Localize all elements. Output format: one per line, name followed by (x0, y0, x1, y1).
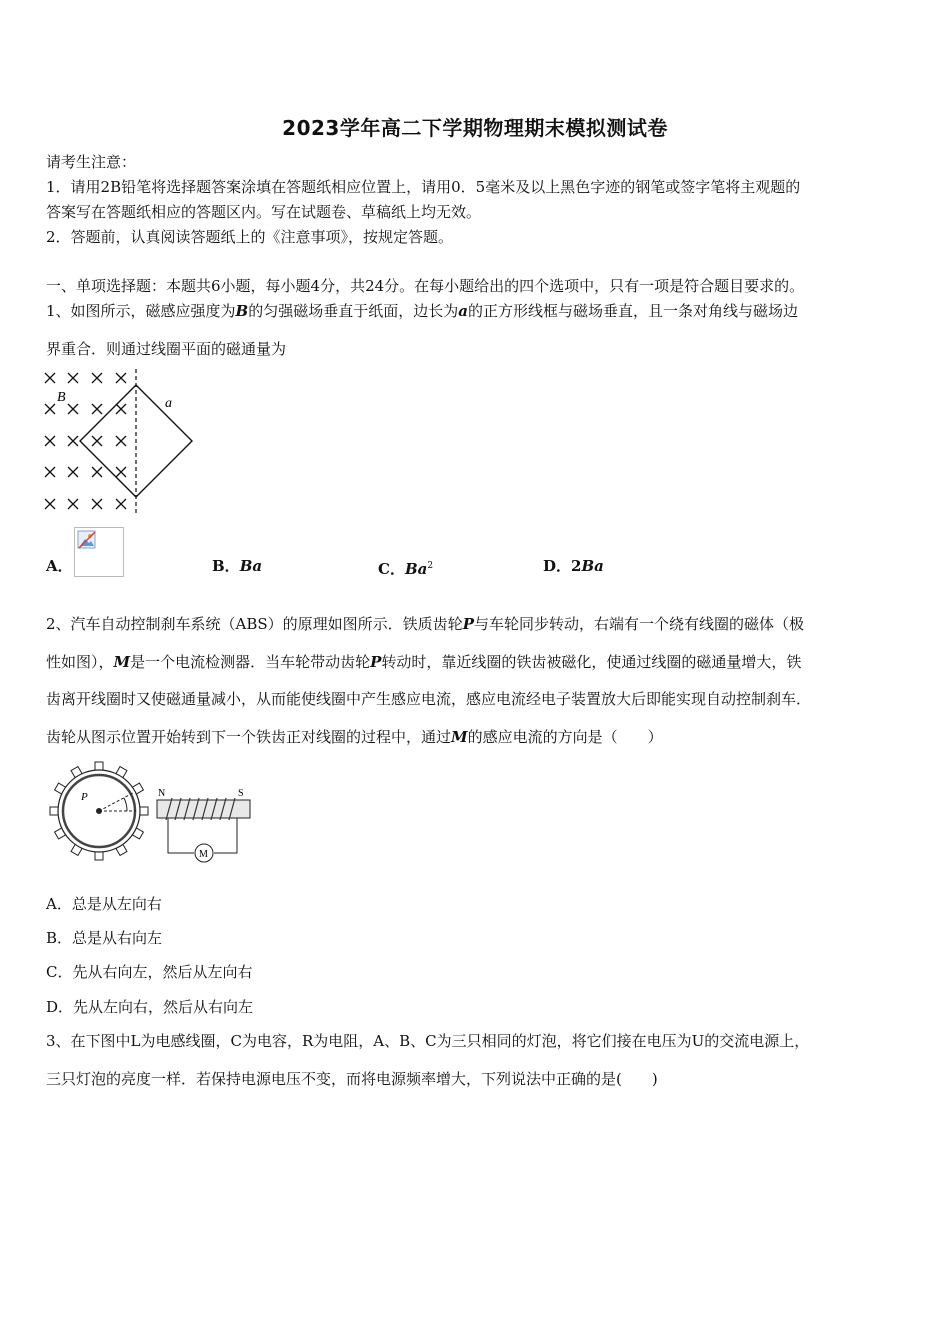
q1-stem-line-1 (46, 301, 798, 321)
field-cross (45, 404, 55, 414)
q2-option-d-text: D．先从左向右，然后从右向左 (46, 998, 254, 1016)
figure-label-a: a (165, 396, 172, 411)
q2-text: 2、汽车自动控制刹车系统（ABS）的原理如图所示．铁质齿轮 (46, 615, 463, 633)
field-cross (92, 499, 102, 509)
broken-image-icon (77, 530, 97, 550)
notice-item-1-line-2: 答案写在答题纸相应的答题区内。写在试题卷、草稿纸上均无效。 (46, 203, 482, 221)
q1-option-b-label: B． (212, 557, 240, 575)
figure-label-p: P (81, 791, 88, 803)
figure-label-n: N (158, 788, 166, 799)
field-cross (116, 404, 126, 414)
q2-text: 齿轮从图示位置开始转到下一个铁齿正对线圈的过程中，通过 (46, 728, 452, 746)
q1-option-c[interactable] (378, 556, 433, 579)
q2-text: 的感应电流的方向是（ ） (467, 728, 663, 746)
q1-text: 的正方形线框与磁场垂直，且一条对角线与磁场边 (467, 302, 798, 320)
q3-stem-line-2: 三只灯泡的亮度一样．若保持电源电压不变，而将电源频率增大，下列说法中正确的是( ) (46, 1070, 658, 1088)
field-cross (45, 499, 55, 509)
q1-figure-magnetic-field (40, 365, 200, 515)
field-cross (116, 467, 126, 477)
q1-text: 的匀强磁场垂直于纸面，边长为 (248, 302, 459, 320)
field-cross (68, 404, 78, 414)
q2-symbol-m: M (451, 728, 468, 746)
field-cross (92, 373, 102, 383)
figure-label-m: M (199, 849, 208, 860)
q2-text: 与车轮同步转动，右端有一个绕有线圈的磁体（极 (473, 615, 804, 633)
q2-stem-line-2 (46, 652, 801, 672)
field-cross (92, 404, 102, 414)
q3-stem-line-1: 3、在下图中L为电感线圈，C为电容，R为电阻，A、B、C为三只相同的灯泡，将它们接在电压为U的交流电源上， (46, 1032, 810, 1050)
field-cross (68, 436, 78, 446)
notice-item-2: 2．答题前，认真阅读答题纸上的《注意事项》，按规定答题。 (46, 228, 454, 246)
q1-option-d[interactable] (543, 556, 604, 576)
q2-figure-abs-system (44, 758, 259, 866)
field-cross (68, 373, 78, 383)
notice-heading: 请考生注意： (46, 153, 137, 171)
q2-symbol-p: P (370, 653, 382, 671)
circuit-wire (168, 818, 194, 853)
notice-item-1-line-1: 1．请用2B铅笔将选择题答案涂填在答题纸相应位置上，请用0．5毫米及以上黑色字迹的钢笔或签字笔将主观题的 (46, 178, 801, 196)
q1-option-c-value: Ba (404, 560, 428, 578)
q2-symbol-m: M (113, 653, 131, 671)
q2-stem-line-4 (46, 727, 663, 747)
field-cross (116, 499, 126, 509)
circuit-wire-right (214, 818, 237, 853)
q2-option-d[interactable] (46, 997, 253, 1017)
q1-option-d-label: D． (543, 557, 572, 575)
q2-text: 性如图）， (46, 653, 114, 671)
page-title: 2023学年高二下学期物理期末模拟测试卷 (282, 116, 668, 140)
q1-option-d-value: Ba (581, 557, 604, 575)
q1-option-b-value: Ba (239, 557, 263, 575)
q1-option-b[interactable] (212, 556, 262, 576)
q2-text: 转动时，靠近线圈的铁齿被磁化，使通过线圈的磁通量增大，铁 (381, 653, 802, 671)
q2-option-a-text: A．总是从左向右 (46, 895, 162, 913)
q2-option-b-text: B．总是从右向左 (46, 929, 163, 947)
q1-text: 1、如图所示，磁感应强度为 (46, 302, 236, 320)
gear-wheel (50, 762, 148, 860)
q2-option-c[interactable] (46, 962, 252, 982)
figure-label-b: B (57, 390, 66, 405)
field-cross (116, 373, 126, 383)
figure-label-s: S (238, 788, 244, 799)
section-1-heading: 一、单项选择题：本题共6小题，每小题4分，共24分。在每小题给出的四个选项中，只有一项是符合题目要求的。 (46, 277, 805, 295)
q2-stem-line-1 (46, 614, 804, 634)
q1-symbol-b: B (235, 302, 249, 320)
field-cross (116, 436, 126, 446)
q1-option-a-label: A． (46, 557, 73, 575)
q2-option-a[interactable] (46, 894, 162, 914)
field-cross (68, 499, 78, 509)
q2-symbol-p: P (462, 615, 474, 633)
q1-symbol-a: a (458, 302, 468, 320)
q2-option-c-text: C．先从右向左，然后从左向右 (46, 963, 253, 981)
q1-option-c-exponent: 2 (427, 561, 434, 571)
q1-option-c-label: C． (378, 560, 405, 578)
q2-stem-line-3: 齿离开线圈时又使磁通量减小，从而能使线圈中产生感应电流，感应电流经电子装置放大后即能实现自动控制刹车． (46, 690, 812, 708)
q1-stem-line-2: 界重合．则通过线圈平面的磁通量为 (46, 340, 287, 358)
field-cross (68, 467, 78, 477)
field-cross (45, 373, 55, 383)
field-cross (45, 436, 55, 446)
q2-text: 是一个电流检测器．当车轮带动齿轮 (130, 653, 371, 671)
q1-option-d-coefficient: 2 (571, 557, 582, 575)
q2-option-b[interactable] (46, 928, 162, 948)
field-cross (45, 467, 55, 477)
q1-option-a[interactable] (46, 556, 73, 576)
q1-option-a-image-placeholder (74, 527, 124, 577)
field-cross (92, 436, 102, 446)
field-cross (92, 467, 102, 477)
